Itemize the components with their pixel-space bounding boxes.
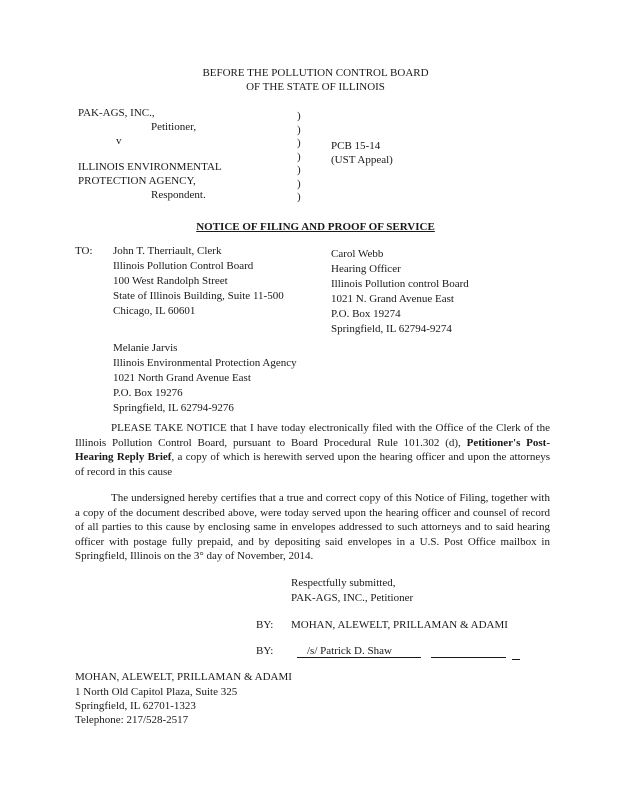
notice-heading: NOTICE OF FILING AND PROOF OF SERVICE [196, 221, 435, 233]
signature-line [297, 657, 421, 658]
petitioner-role: Petitioner, [151, 121, 197, 133]
hearing-officer-org: Illinois Pollution control Board [331, 278, 469, 290]
closing: Respectfully submitted, [291, 577, 396, 589]
case-type: (UST Appeal) [331, 154, 393, 166]
hearing-officer-city: Springfield, IL 62794-9274 [331, 323, 452, 335]
signature-line-tail [512, 659, 520, 660]
agency-org: Illinois Environmental Protection Agency [113, 357, 297, 369]
firm-signature: MOHAN, ALEWELT, PRILLAMAN & ADAMI [291, 619, 508, 631]
agency-box: P.O. Box 19276 [113, 387, 183, 399]
hearing-officer-box: P.O. Box 19274 [331, 308, 401, 320]
signing-party: PAK-AGS, INC., Petitioner [291, 592, 414, 604]
respondent-name-line2: PROTECTION AGENCY, [78, 175, 196, 187]
notice-text-part2: , a copy of which is herewith served upon the hearing officer and upon the attorneys of record in this cause [75, 451, 550, 478]
caption-parentheses: ) ) ) ) ) ) ) [297, 110, 301, 203]
agency-street: 1021 North Grand Avenue East [113, 372, 251, 384]
board-title-line2: OF THE STATE OF ILLINOIS [246, 81, 385, 93]
respondent-name-line1: ILLINOIS ENVIRONMENTAL [78, 161, 222, 173]
board-title-line1: BEFORE THE POLLUTION CONTROL BOARD [202, 67, 429, 79]
footer-address2: Springfield, IL 62701-1323 [75, 700, 196, 712]
clerk-org: Illinois Pollution Control Board [113, 260, 254, 272]
clerk-street: 100 West Randolph Street [113, 275, 228, 287]
case-number: PCB 15-14 [331, 140, 381, 152]
signature-line-extra [431, 657, 506, 658]
footer-phone: Telephone: 217/528-2517 [75, 714, 189, 726]
agency-city: Springfield, IL 62794-9276 [113, 402, 234, 414]
petitioner-name: PAK-AGS, INC., [78, 107, 155, 119]
notice-paragraph [75, 421, 550, 479]
hearing-officer-street: 1021 N. Grand Avenue East [331, 293, 454, 305]
footer-firm: MOHAN, ALEWELT, PRILLAMAN & ADAMI [75, 671, 292, 683]
notice-text-part1: PLEASE TAKE NOTICE that I have today electronically filed with the Office of the Clerk of the Illinois Pollution Control Board, pursuant to Board Procedural Rule 101.302 (d), [75, 422, 550, 449]
clerk-city: Chicago, IL 60601 [113, 305, 196, 317]
hearing-officer-name: Carol Webb [331, 248, 384, 260]
brief-title: Petitioner's Post-Hearing Reply Brief [75, 436, 550, 464]
to-label: TO: [75, 245, 93, 257]
certification-paragraph: The undersigned hereby certifies that a true and correct copy of this Notice of Filing, together with a copy of the document described above, were today served upon the hearing officer and counsel of record of all parties to this cause by enclosing same in envelopes addressed to such attorneys and to said hearing officer with postage fully prepaid, and by depositing said envelopes in a U.S. Post Office mailbox in Springfield, Illinois on the 3° day of November, 2014. [75, 492, 550, 563]
clerk-building: State of Illinois Building, Suite 11-500 [113, 290, 284, 302]
signer-name: /s/ Patrick D. Shaw [307, 645, 392, 657]
clerk-name: John T. Therriault, Clerk [113, 245, 222, 257]
by-label-firm: BY: [256, 619, 274, 631]
versus: v [116, 135, 122, 147]
agency-contact-name: Melanie Jarvis [113, 342, 178, 354]
by-label-signer: BY: [256, 645, 274, 657]
footer-address1: 1 North Old Capitol Plaza, Suite 325 [75, 686, 238, 698]
hearing-officer-title: Hearing Officer [331, 263, 401, 275]
respondent-role: Respondent. [151, 189, 206, 201]
